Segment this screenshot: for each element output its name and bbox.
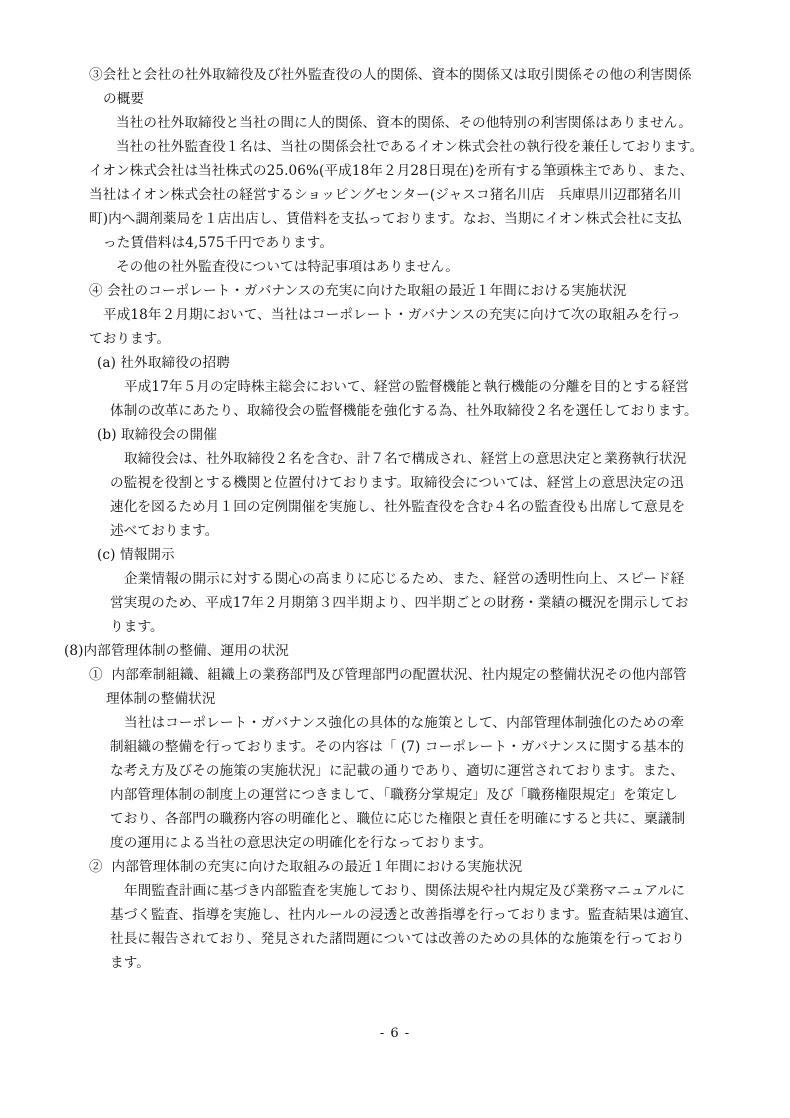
text-line: 当社はコーポレート・ガバナンス強化の具体的な施策として、内部管理体制強化のための牽 bbox=[124, 715, 685, 731]
text-line: ており、各部門の職務内容の明確化と、職位に応じた権限と責任を明確にすると共に、稟議制 bbox=[110, 811, 686, 827]
text-line: 町)内へ調剤薬局を１店出店し、賃借料を支払っております。なお、当期にイオン株式会社に支払 bbox=[89, 211, 682, 227]
text-line: 速化を図るため月１回の定例開催を実施し、社外監査役を含む４名の監査役も出席して意見を bbox=[110, 499, 686, 515]
text-line: ④ 会社のコーポレート・ガバナンスの充実に向けた取組の最近１年間における実施状況 bbox=[89, 283, 627, 299]
text-line: の監視を役割とする機関と位置付けております。取締役会については、経営上の意思決定の迅 bbox=[110, 475, 684, 491]
text-line: ます。 bbox=[110, 955, 150, 971]
text-line: イオン株式会社は当社株式の25.06%(平成18年２月28日現在)を所有する筆頭株主であり、また、 bbox=[89, 163, 694, 179]
page-number: - 6 - bbox=[379, 1026, 411, 1041]
text-line: (8)内部管理体制の整備、運用の状況 bbox=[64, 643, 289, 659]
text-line: (c) 情報開示 bbox=[97, 547, 175, 563]
text-line: その他の社外監査役については特記事項はありません。 bbox=[116, 259, 459, 275]
text-line: った賃借料は4,575千円であります。 bbox=[103, 235, 334, 251]
text-line: ③会社と会社の社外取締役及び社外監査役の人的関係、資本的関係又は取引関係その他の利害関係 bbox=[89, 67, 692, 83]
text-line: 当社の社外監査役１名は、当社の関係会社であるイオン株式会社の執行役を兼任しております。 bbox=[116, 139, 704, 155]
text-line: ② 内部管理体制の充実に向けた取組みの最近１年間における実施状況 bbox=[89, 859, 523, 875]
text-line: (a) 社外取締役の招聘 bbox=[97, 355, 230, 371]
document-body bbox=[0, 63, 790, 975]
text-line: ております。 bbox=[89, 331, 171, 347]
text-line: 年間監査計画に基づき内部監査を実施しており、関係法規や社内規定及び業務マニュアルに bbox=[124, 883, 685, 899]
text-line: 内部管理体制の制度上の運営につきまして、「職務分掌規定」及び「職務権限規定」を策定し bbox=[110, 787, 678, 803]
text-line: 述べております。 bbox=[110, 523, 219, 539]
text-line: 当社はイオン株式会社の経営するショッピングセンター(ジャスコ猪名川店 兵庫県川辺郡猪名川 bbox=[89, 187, 682, 203]
text-line: (b) 取締役会の開催 bbox=[97, 427, 217, 443]
text-line: の概要 bbox=[103, 91, 145, 107]
text-line: ① 内部牽制組織、組織上の業務部門及び管理部門の配置状況、社内規定の整備状況その他内部管 bbox=[89, 667, 687, 683]
text-line: 企業情報の開示に対する関心の高まりに応じるため、また、経営の透明性向上、スピード経 bbox=[124, 571, 685, 587]
text-line: 基づく監査、指導を実施し、社内ルールの浸透と改善指導を行っております。監査結果は適宜、 bbox=[110, 907, 698, 923]
text-line: 当社の社外取締役と当社の間に人的関係、資本的関係、その他特別の利害関係はありません。 bbox=[116, 115, 692, 131]
text-line: 制組織の整備を行っております。その内容は「 (7) コーポレート・ガバナンスに関する基本的 bbox=[110, 739, 684, 755]
text-line: 取締役会は、社外取締役２名を含む、計７名で構成され、経営上の意思決定と業務執行状況 bbox=[124, 451, 687, 467]
text-line: 理体制の整備状況 bbox=[106, 691, 216, 707]
text-line: 営実現のため、平成17年２月期第３四半期より、四半期ごとの財務・業績の概況を開示してお bbox=[110, 595, 689, 611]
text-line: 体制の改革にあたり、取締役会の監督機能を強化する為、社外取締役２名を選任しております。 bbox=[110, 403, 698, 419]
text-line: な考え方及びその施策の実施状況」に記載の通りであり、適切に運営されております。また、 bbox=[110, 763, 685, 779]
text-line: ります。 bbox=[110, 619, 164, 635]
text-line: 度の運用による当社の意思決定の明確化を行なっております。 bbox=[110, 835, 493, 851]
text-line: 社長に報告されており、発見された諸問題については改善のための具体的な施策を行っており bbox=[110, 931, 685, 947]
text-line: 平成17年５月の定時株主総会において、経営の監督機能と執行機能の分離を目的とする経営 bbox=[124, 379, 689, 395]
text-line: 平成18年２月期において、当社はコーポレート・ガバナンスの充実に向けて次の取組みを行っ bbox=[103, 307, 681, 323]
